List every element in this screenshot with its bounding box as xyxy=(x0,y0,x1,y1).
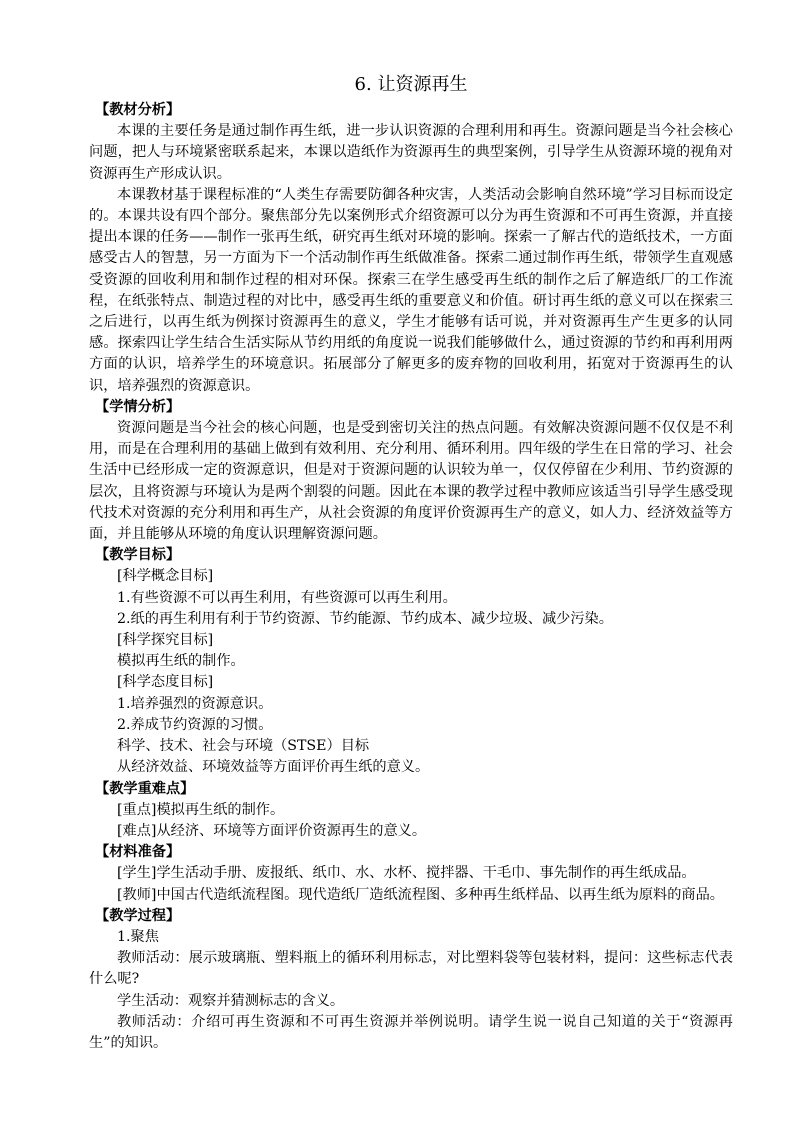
section-heading-goals: 【教学目标】 xyxy=(95,547,181,564)
list-item: 模拟再生纸的制作。 xyxy=(117,653,245,670)
list-item: 1.有些资源不可以再生利用，有些资源可以再生利用。 xyxy=(117,589,457,606)
paragraph: 教师活动：介绍可再生资源和不可再生资源并举例说明。请学生说一说自己知道的关于“资源再生”的知识。 xyxy=(89,1013,733,1051)
subheading: [科学探究目标] xyxy=(117,632,214,649)
subheading: 科学、技术、社会与环境（STSE）目标 xyxy=(117,738,370,755)
paragraph: 学生活动：观察并猜测标志的含义。 xyxy=(117,992,345,1009)
document-page xyxy=(89,74,733,1054)
document-title: 6. 让资源再生 xyxy=(354,74,468,95)
list-item: 从经济效益、环境效益等方面评价再生纸的意义。 xyxy=(117,759,430,776)
subheading: [科学概念目标] xyxy=(117,568,214,585)
paragraph: 本课教材基于课程标准的“人类生存需要防御各种灾害，人类活动会影响自然环境”学习目标而设定的。本课共设有四个部分。聚焦部分先以案例形式介绍资源可以分为再生资源和不可再生资源，并直接提出本课的任务——制作一张再生纸，研究再生纸对环境的影响。探索一了解古代的造纸技术，一方面感受古人的智慧，另一方面为下一个活动制作再生纸做准备。探索二通过制作再生纸，带领学生直观感受资源的回收利用和制作过程的相对环保。探索三在学生感受再生纸的制作之后了解造纸厂的工作流程，在纸张特点、制造过程的对比中，感受再生纸的重要意义和价值。研讨再生纸的意义可以在探索三之后进行，以再生纸为例探讨资源再生的意义，学生才能够有话可说，并对资源再生产生更多的认同感。探索四让学生结合生活实际从节约用纸的角度说一说我们能够做什么，通过资源的节约和再利用两方面的认识，培养学生的环境意识。拓展部分了解更多的废弃物的回收利用，拓宽对于资源再生的认识，培养强烈的资源意识。 xyxy=(89,186,733,394)
list-item: [重点]模拟再生纸的制作。 xyxy=(117,801,285,818)
section-heading-learners: 【学情分析】 xyxy=(95,398,181,415)
section-heading-keypoints: 【教学重难点】 xyxy=(95,780,195,797)
paragraph: [学生]学生活动手册、废报纸、纸巾、水、水杯、搅拌器、干毛巾、事先制作的再生纸成品。 xyxy=(117,865,696,882)
paragraph: 资源问题是当今社会的核心问题，也是受到密切关注的热点问题。有效解决资源问题不仅仅是不利用，而是在合理利用的基础上做到有效利用、充分利用、循环利用。四年级的学生在日常的学习、社会生活中已经形成一定的资源意识，但是对于资源问题的认识较为单一，仅仅停留在少利用、节约资源的层次，且将资源与环境认为是两个割裂的问题。因此在本课的教学过程中教师应该适当引导学生感受现代技术对资源的充分利用和再生产，从社会资源的角度评价资源再生产的意义，如人力、经济效益等方面，并且能够从环境的角度认识理解资源问题。 xyxy=(89,420,733,543)
paragraph: 教师活动：展示玻璃瓶、塑料瓶上的循环利用标志，对比塑料袋等包装材料，提问：这些标志代表什么呢? xyxy=(89,950,733,988)
section-heading-process: 【教学过程】 xyxy=(95,907,181,924)
list-item: 1.培养强烈的资源意识。 xyxy=(117,695,273,712)
list-item: [难点]从经济、环境等方面评价资源再生的意义。 xyxy=(117,822,427,839)
paragraph: [教师]中国古代造纸流程图。现代造纸厂造纸流程图、多种再生纸样品、以再生纸为原料的商品。 xyxy=(117,886,724,903)
paragraph: 本课的主要任务是通过制作再生纸，进一步认识资源的合理利用和再生。资源问题是当今社会核心问题，把人与环境紧密联系起来，本课以造纸作为资源再生的典型案例，引导学生从资源环境的视角对资源再生产形成认识。 xyxy=(89,123,733,182)
list-item: 2.养成节约资源的习惯。 xyxy=(117,716,273,733)
section-heading-materials: 【材料准备】 xyxy=(95,844,181,861)
section-heading-analysis: 【教材分析】 xyxy=(95,102,181,118)
list-item: 1.聚焦 xyxy=(117,928,159,945)
list-item: 2.纸的再生利用有利于节约资源、节约能源、节约成本、减少垃圾、减少污染。 xyxy=(117,610,613,627)
subheading: [科学态度目标] xyxy=(117,674,214,691)
